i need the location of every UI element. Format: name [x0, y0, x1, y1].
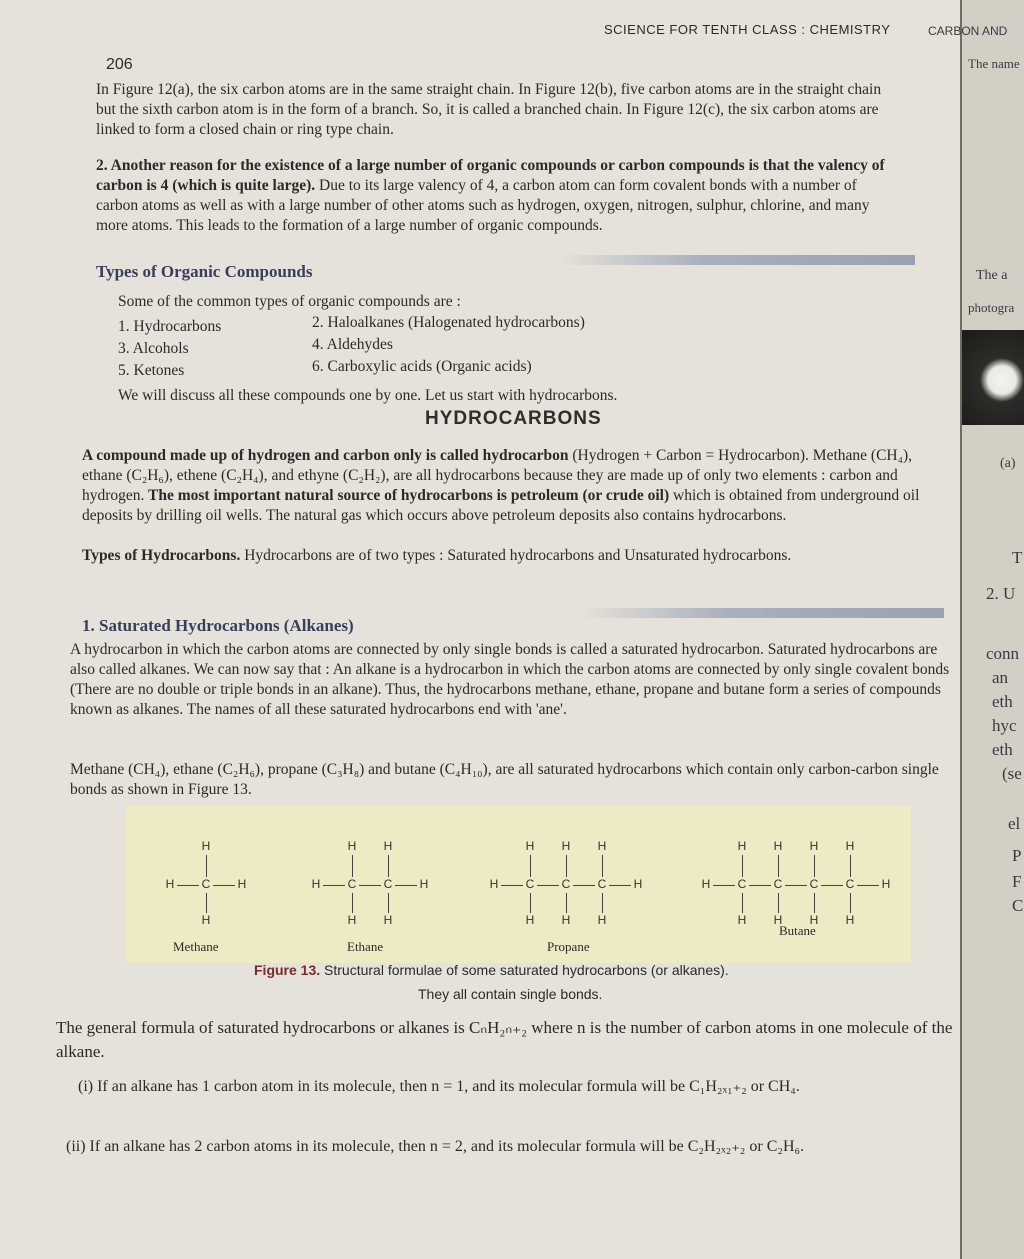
formula-example-1: (i) If an alkane has 1 carbon atom in its molecule, then n = 1, and its molecular formula will be C₁H₂ₓ₁₊₂ or CH₄.: [78, 1078, 800, 1095]
list-item: 6. Carboxylic acids (Organic acids): [312, 358, 532, 375]
types-lead: Some of the common types of organic compounds are :: [118, 293, 461, 310]
molecule-label: Ethane: [347, 939, 384, 954]
general-formula-paragraph: The general formula of saturated hydrocarbons or alkanes is CₙH₂ₙ₊₂ where n is the number of carbon atoms in one molecule of the alkane.: [56, 1018, 953, 1061]
intro-paragraph-2-rest: Due to its large valency of 4, a carbon atom can form covalent bonds with a number of carbon atoms as well as with a large number of other atoms such as hydrogen, oxygen, nitrogen, sulphur, chlorine, and many more atoms. This leads to the formation of a large number of organic compounds.: [96, 177, 870, 234]
formula-example-2: (ii) If an alkane has 2 carbon atoms in its molecule, then n = 2, and its molecular formula will be C₂H₂ₓ₂₊₂ or C₂H₆.: [66, 1138, 805, 1155]
butane-structure: H H H H H C C C C H H H H H: [701, 839, 891, 927]
types-list-left: [118, 316, 221, 382]
hydrocarbon-types-text: Hydrocarbons are of two types : Saturated hydrocarbons and Unsaturated hydrocarbons.: [240, 547, 792, 564]
types-closing: We will discuss all these compounds one by one. Let us start with hydrocarbons.: [118, 387, 618, 404]
types-list-right: [312, 312, 585, 378]
margin-text: F: [1012, 872, 1022, 891]
margin-text: photogra: [968, 300, 1015, 315]
saturated-paragraph-1: A hydrocarbon in which the carbon atoms are connected by only single bonds is called a saturated hydrocarbon. Saturated hydrocarbons are also called alkanes. We can now say that : An alkane is a hydrocarbon in which the carbon atoms are connected by only single covalent bonds (There are no double or triple bonds in an alkane). Thus, the hydrocarbons methane, ethane, propane and butane form a series of compounds known as alkanes. The names of all these saturated hydrocarbons end with 'ane'.: [70, 641, 950, 718]
figure-label: Figure 13.: [254, 962, 321, 978]
list-item: 1. Hydrocarbons: [118, 318, 222, 335]
figure-13-structures: [125, 805, 911, 963]
margin-text: T: [1012, 548, 1023, 567]
adjacent-page-margin: [928, 0, 1024, 1259]
margin-text: The name: [968, 56, 1020, 71]
margin-text: (a): [1000, 456, 1016, 471]
intro-paragraph-2-bold: 2. Another reason for the existence of a large number of organic compounds or carbon compounds is that the valency of carbon is 4 (which is quite large).: [96, 157, 885, 194]
list-item: 2. Haloalkanes (Halogenated hydrocarbons): [312, 314, 585, 331]
margin-text: conn: [986, 644, 1020, 663]
heading-band: [560, 255, 915, 265]
hydrocarbon-examples: (Hydrogen + Carbon = Hydrocarbon). Methane (CH₄), ethane (C₂H₆), ethene (C₂H₄), and ethyne (C₂H₂), are all hydrocarbons because they are made up of only two elements : carbon and hydrogen.: [82, 447, 913, 504]
margin-text: The a: [976, 268, 1008, 283]
hydrocarbons-paragraph: [82, 446, 952, 526]
page-number: 206: [106, 56, 133, 73]
list-item: 5. Ketones: [118, 362, 185, 379]
propane-structure: H H H H C C C H H H H: [489, 839, 643, 927]
methane-structure: H H C H H: [165, 839, 247, 927]
intro-paragraph-2: [96, 156, 902, 236]
hydrocarbon-definition: A compound made up of hydrogen and carbon only is called hydrocarbon: [82, 447, 569, 464]
hydrocarbon-types-label: Types of Hydrocarbons.: [82, 547, 241, 564]
molecule-label: Butane: [779, 923, 816, 938]
running-head: SCIENCE FOR TENTH CLASS : CHEMISTRY: [604, 22, 891, 37]
petroleum-detail: which is obtained from underground oil deposits by drilling oil wells. The natural gas which occurs above petroleum deposits also contains hydrocarbons.: [82, 487, 920, 524]
margin-text: eth: [992, 740, 1013, 759]
margin-text: an: [992, 668, 1009, 687]
saturated-heading: 1. Saturated Hydrocarbons (Alkanes): [82, 616, 354, 635]
types-heading: Types of Organic Compounds: [96, 262, 313, 281]
list-item: 3. Alcohols: [118, 340, 189, 357]
margin-text: C: [1012, 896, 1024, 915]
margin-text: eth: [992, 692, 1013, 711]
ethane-structure: H H H C C H H H: [311, 839, 429, 927]
figure-caption: [254, 962, 729, 978]
figure-caption-text: Structural formulae of some saturated hydrocarbons (or alkanes).: [320, 962, 729, 978]
list-item: 4. Aldehydes: [312, 336, 393, 353]
hydrocarbons-heading: HYDROCARBONS: [425, 408, 602, 429]
molecule-label: Propane: [547, 939, 590, 954]
margin-text: hyc: [992, 716, 1017, 735]
molecule-label: Methane: [173, 939, 219, 954]
margin-text: P: [1012, 846, 1022, 865]
margin-text: el: [1008, 814, 1021, 833]
margin-photo: [962, 330, 1024, 425]
margin-text: CARBON AND: [928, 24, 1008, 38]
figure-caption-line-2: They all contain single bonds.: [418, 986, 603, 1002]
saturated-paragraph-2: Methane (CH₄), ethane (C₂H₆), propane (C₃H₈) and butane (C₄H₁₀), are all saturated hydrocarbons which contain only carbon-carbon single bonds as shown in Figure 13.: [70, 761, 939, 798]
margin-text: (se: [1002, 764, 1022, 783]
margin-text: 2. U: [986, 584, 1016, 603]
heading-band: [580, 608, 944, 618]
petroleum-source: The most important natural source of hydrocarbons is petroleum (or crude oil): [144, 487, 670, 504]
hydrocarbon-types-paragraph: [82, 546, 952, 566]
intro-paragraph-1: In Figure 12(a), the six carbon atoms are in the same straight chain. In Figure 12(b), five carbon atoms are in the straight chain but the sixth carbon atom is in the form of a branch. So, it is called a branched chain. In Figure 12(c), the six carbon atoms are linked to form a closed chain or ring type chain.: [96, 81, 882, 138]
